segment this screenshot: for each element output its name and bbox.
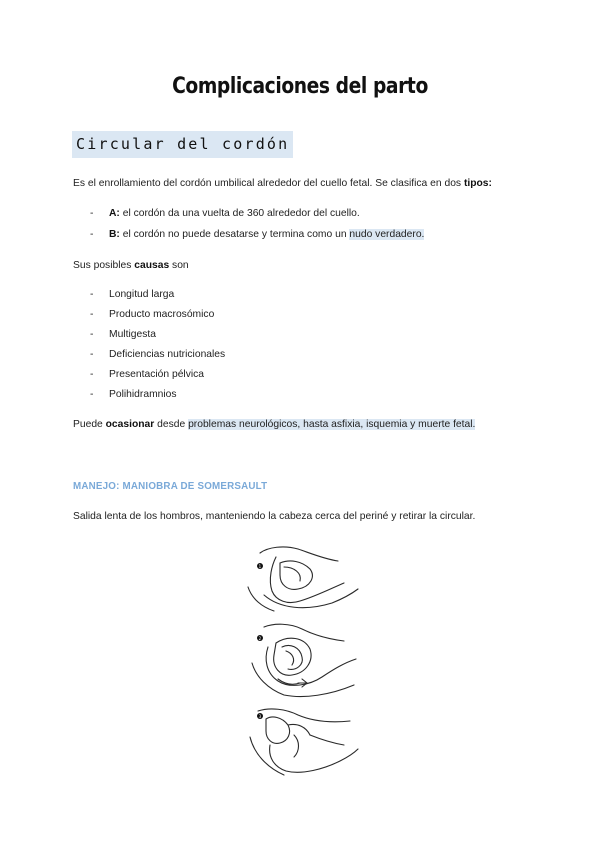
consequence-mid: desde	[154, 419, 189, 430]
consequence-pre: Puede	[73, 419, 106, 430]
list-item-type-a	[90, 208, 360, 219]
page-title: Complicaciones del parto	[172, 74, 428, 99]
list-item-cause	[90, 349, 225, 360]
highlighted-text: problemas neurológicos, hasta asfixia, isquemia y muerte fetal.	[188, 419, 476, 430]
cause-text: Polihidramnios	[109, 389, 177, 400]
causes-bold: causas	[134, 260, 170, 271]
step-label-2: 2	[258, 636, 262, 641]
cause-text: Presentación pélvica	[109, 369, 205, 380]
intro-paragraph	[73, 178, 492, 189]
causes-intro	[73, 260, 189, 271]
list-item-cause	[90, 389, 177, 400]
type-text: el cordón da una vuelta de 360 alrededor del cuello.	[119, 208, 360, 219]
management-heading: MANEJO: MANIOBRA DE SOMERSAULT	[73, 481, 268, 492]
list-dash: -	[90, 369, 94, 380]
type-label: A:	[109, 208, 120, 219]
list-item-type-b	[90, 229, 424, 240]
list-dash: -	[90, 309, 94, 320]
list-item-cause	[90, 289, 174, 300]
causes-post: son	[169, 260, 189, 271]
somersault-maneuver-illustration	[240, 539, 360, 780]
illustration-svg	[240, 539, 360, 780]
management-description: Salida lenta de los hombros, manteniendo la cabeza cerca del periné y retirar la circular.	[73, 511, 476, 522]
type-label: B:	[109, 229, 120, 240]
list-dash: -	[90, 349, 94, 360]
section-heading: Circular del cordón	[72, 131, 293, 158]
cause-text: Producto macrosómico	[109, 309, 215, 320]
list-dash: -	[90, 289, 94, 300]
intro-bold: tipos:	[463, 178, 492, 189]
list-item-cause	[90, 309, 214, 320]
highlighted-text: nudo verdadero.	[349, 229, 425, 240]
list-dash: -	[90, 389, 94, 400]
list-dash: -	[90, 329, 94, 340]
list-item-cause	[90, 369, 204, 380]
step-label-3: 3	[258, 714, 262, 719]
causes-pre: Sus posibles	[73, 260, 135, 271]
cause-text: Longitud larga	[109, 289, 175, 300]
list-dash: -	[90, 208, 94, 219]
type-text: el cordón no puede desatarse y termina como un	[119, 229, 350, 240]
list-dash: -	[90, 229, 94, 240]
cause-text: Multigesta	[109, 329, 156, 340]
cause-text: Deficiencias nutricionales	[109, 349, 226, 360]
consequence-paragraph	[73, 419, 475, 430]
intro-text: Es el enrollamiento del cordón umbilical alrededor del cuello fetal. Se clasifica en dos	[73, 178, 464, 189]
consequence-bold: ocasionar	[105, 419, 155, 430]
list-item-cause	[90, 329, 156, 340]
step-label-1: 1	[258, 564, 262, 569]
